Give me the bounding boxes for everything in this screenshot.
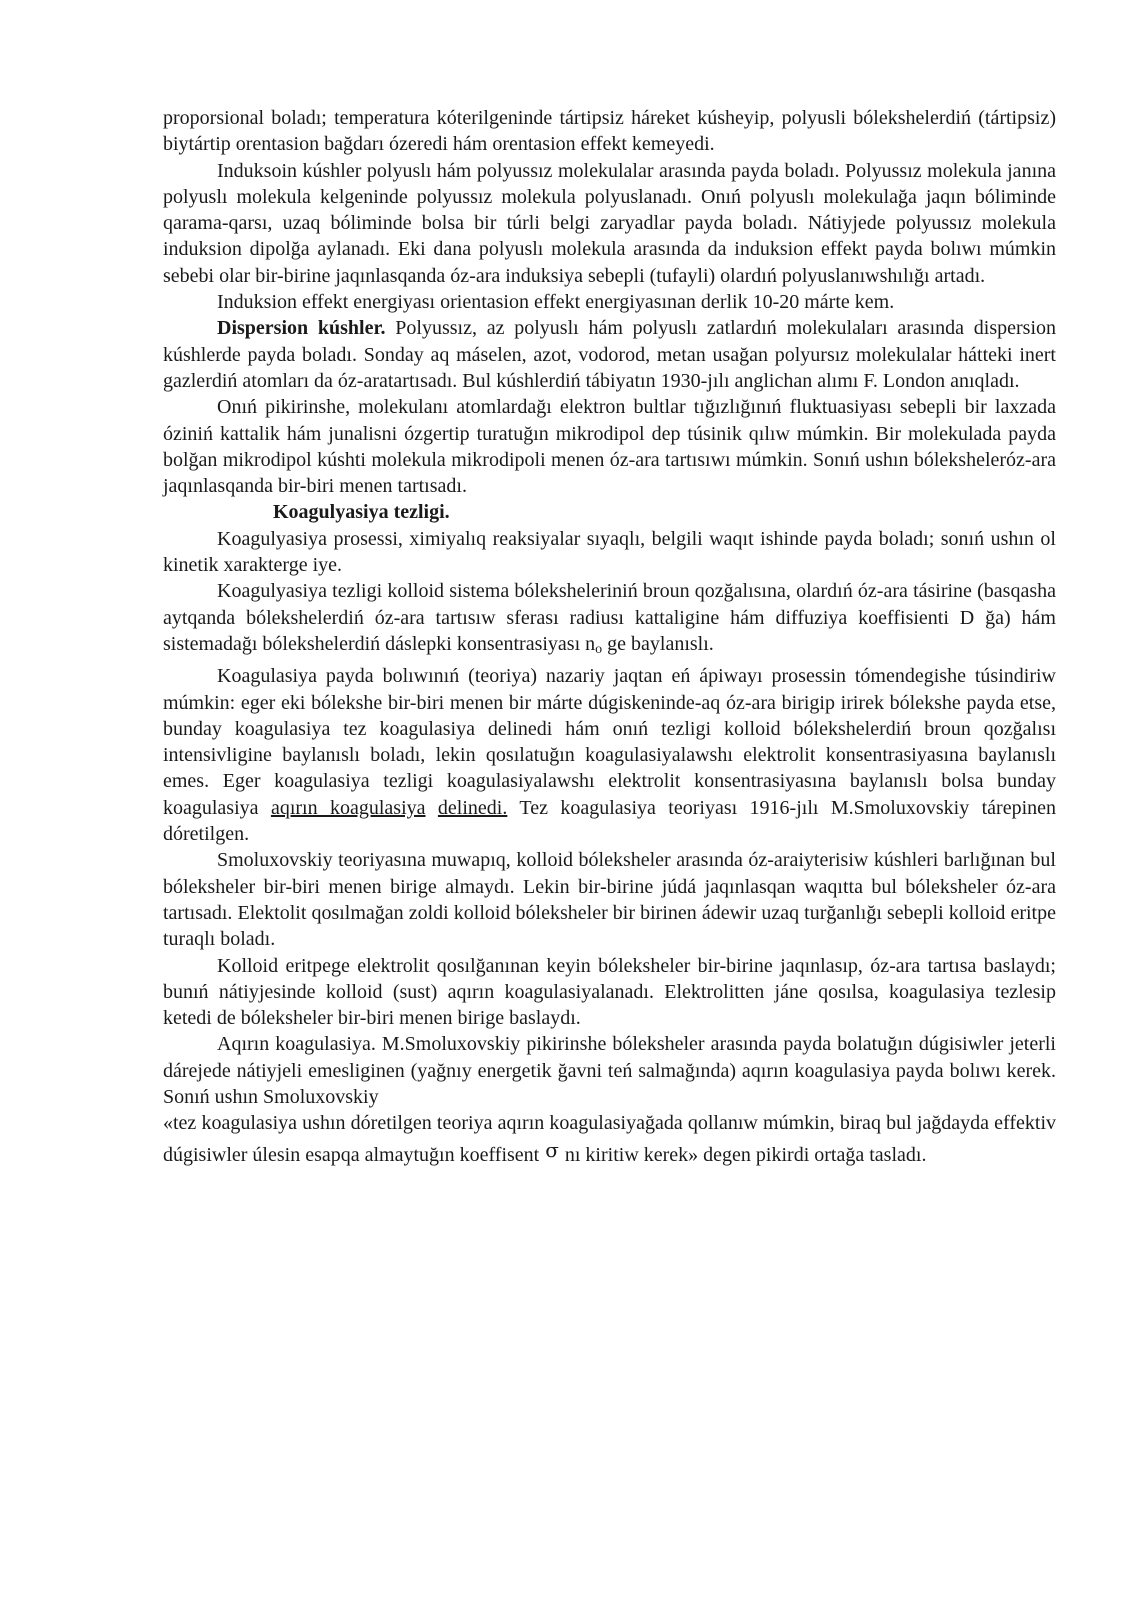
quote-tail: nı kiritiw kerek» degen pikirdi ortağa tasladı.	[564, 1143, 927, 1166]
coagulation-rate-tail: ge baylanıslı.	[602, 632, 714, 655]
dispersion-heading: Dispersion kúshler.	[217, 317, 386, 340]
paragraph-smoluchowski-theory: Smoluxovskiy teoriyasına muwapıq, kolloid bóleksheler arasında óz-araiyterisiw kúshleri barlığınan bul bóleksheler bir-biri menen birige almaydı. Lekin bir-birine júdá jaqınlasqan waqıtta bul bóleksheler óz-ara tartısadı. Elektolit qosılmağan zoldi kolloid bóleksheler bir birinen ádewir uzaq turğanlığı sebepli kolloid eritpe turaqlı boladı.	[163, 849, 1056, 951]
underlined-term-slow-coagulation: aqırın koagulasiya	[270, 796, 426, 819]
document-body	[163, 105, 1056, 1168]
space	[426, 797, 438, 819]
paragraph-quote	[163, 1110, 1056, 1168]
paragraph-microdipole: Onıń pikirinshe, molekulanı atomlardağı elektron bultlar tığızlığınıń fluktuasiyası sebepli bir laxzada óziniń kattalik hám junalisni ózgertip turatuğın mikrodipol dep túsinik qılıw múmkin. Bir molekulada payda bolğan mikrodipol kúshti molekula mikrodipoli menen óz-ara tartısıwı múmkin. Sonıń ushın bóleksheleróz-ara jaqınlasqanda bir-biri menen tartısadı.	[163, 396, 1056, 498]
paragraph-dispersion-forces	[163, 315, 1056, 394]
coagulation-theory-tail: Tez koagulasiya teoriyası 1916-jılı M.Smoluxovskiy tárepinen dóretilgen.	[163, 796, 1057, 846]
paragraph-coagulation-theory	[163, 663, 1056, 847]
underlined-term-called: delinedi.	[437, 796, 508, 819]
concentration-subscript: o	[595, 641, 603, 657]
paragraph-induction-forces: Induksoin kúshler polyuslı hám polyussız molekulalar arasında payda boladı. Polyussız molekula janına polyuslı molekula kelgeninde polyussız molekula polyuslanadı. Onıń polyuslı molekulağa jaqın bóliminde qarama-qarsı, uzaq bóliminde bolsa bir túrli belgi zaryadlar payda boladı. Nátiyjede polyussız molekula induksion dipolğa aylanadı. Eki dana polyuslı molekula arasında da induksion effekt payda bolıwı múmkin sebebi olar bir-birine jaqınlasqanda óz-ara induksiya sebepli (tufayli) olardıń polyuslanıwshılığı artadı.	[163, 159, 1056, 287]
paragraph-slow-coagulation: Aqırın koagulasiya. M.Smoluxovskiy pikirinshe bóleksheler arasında payda bolatuğın dúgisiwler jeterli dárejede nátiyjeli emesliginen (yağnıy energetik ğavni teń salmağında) aqırın koagulasiya payda bolıwı kerek. Sonıń ushın Smoluxovskiy	[163, 1033, 1056, 1108]
paragraph-induction-energy: Induksion effekt energiyası orientasion effekt energiyasınan derlik 10-20 márte kem.	[217, 291, 895, 314]
paragraph-colloid-electrolyte: Kolloid eritpege elektrolit qosılğanınan keyin bóleksheler bir-birine jaqınlasıp, óz-ara tartısa baslaydı; bunıń nátiyjesinde kolloid (sust) aqırın koagulasiyalanadı. Elektrolitten jáne qosılsa, koagulasiya tezlesip ketedi de bóleksheler bir-biri menen birige baslaydı.	[163, 954, 1056, 1030]
coagulation-theory-text: Koagulasiya payda bolıwınıń (teoriya) nazariy jaqtan eń ápiwayı prosessin tómendegishe túsindiriw múmkin: eger eki bólekshe bir-biri menen bir márte dúgiskeninde-aq óz-ara birigip irirek bólekshe payda etse, bunday koagulasiya tez koagulasiya delinedi hám onıń tezligi kolloid bólekshelerdiń broun qozğalısı intensivligine baylanıslı boladı, lekin qosılatuğın koagulasiyalawshı elektrolit konsentrasiyasına baylanıslı emes. Eger koagulasiya tezligi koagulasiyalawshı elektrolit konsentrasiyasına baylanıslı bolsa bunday koagulasiya	[163, 665, 1056, 819]
section-title: Koagulyasiya tezligi.	[273, 501, 450, 524]
sigma-symbol: σ	[545, 1137, 559, 1162]
paragraph-coagulation-rate	[163, 578, 1056, 663]
paragraph-orientation-end: proporsional boladı; temperatura kóterilgeninde tártipsiz háreket kúsheyip, polyusli bólekshelerdiń (tártipsiz) biytártip orentasion bağdarı ózeredi hám orentasion effekt kemeyedi.	[163, 107, 1056, 156]
quote-text: «tez koagulasiya ushın dóretilgen teoriya aqırın koagulasiyağada qollanıw múmkin, biraq bul jağdayda effektiv dúgisiwler úlesin esapqa almaytuğın koeffisent	[163, 1112, 1056, 1166]
coagulation-rate-text: Koagulyasiya tezligi kolloid sistema bóleksheleriniń broun qozğalısına, olardıń óz-ara tásirine (basqasha aytqanda bólekshelerdiń óz-ara tartısıw sferası radiusı kattaligine hám diffuziya koeffisienti D ğa) hám sistemadağı bólekshelerdiń dáslepki konsentrasiyası n	[163, 580, 1056, 655]
dispersion-text: Polyussız, az polyuslı hám polyuslı zatlardıń molekulaları arasında dispersion kúshlerde payda boladı. Sonday aq máselen, azot, vodorod, metan usağan polyursız molekulalar hátteki inert gazlerdiń atomları da óz-aratartısadı. Bul kúshlerdiń tábiyatın 1930-jılı anglichan alımı F. London anıqladı.	[163, 317, 1057, 392]
paragraph-coagulation-process: Koagulyasiya prosessi, ximiyalıq reaksiyalar sıyaqlı, belgili waqıt ishinde payda boladı; sonıń ushın ol kinetik xarakterge iye.	[163, 527, 1056, 577]
